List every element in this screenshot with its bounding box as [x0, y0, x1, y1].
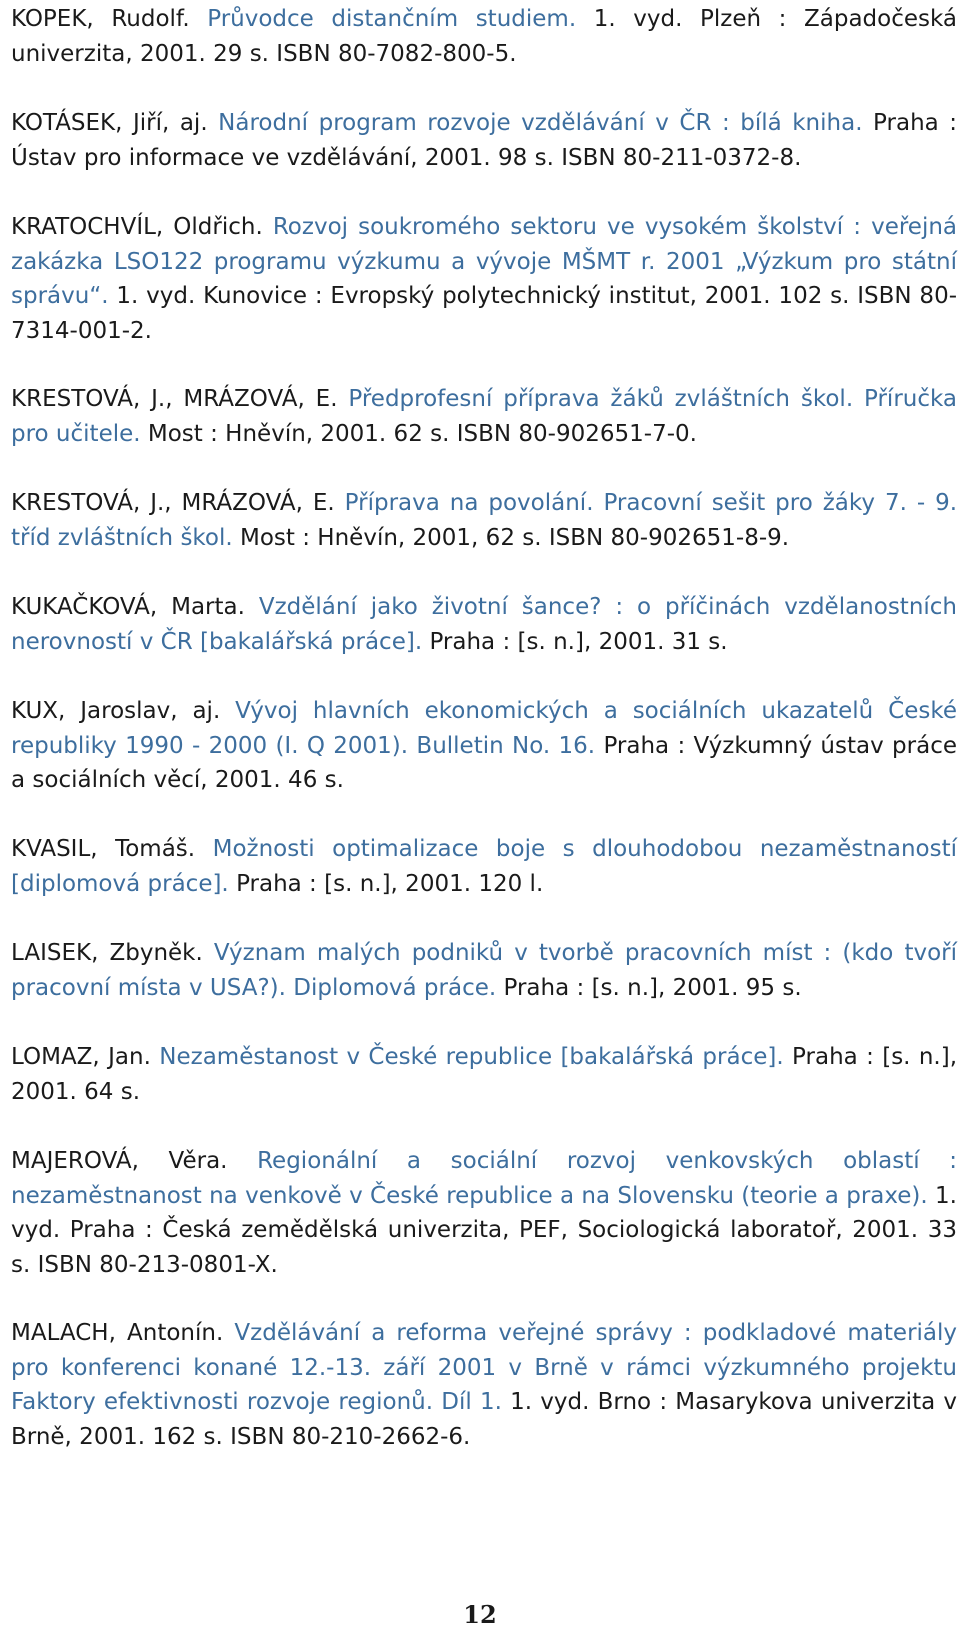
bibliography-entry — [11, 106, 957, 175]
bibliography-entry — [11, 2, 957, 71]
entry-title: Vzdělávání a reforma veřejné správy : podkladové materiály pro konferenci konané 12.-13. září 2001 v Brně v rámci výzkumného projektu Faktory efektivnosti rozvoje regionů. Díl 1. — [11, 1320, 958, 1415]
entry-author: KRESTOVÁ, J., MRÁZOVÁ, E. — [11, 386, 338, 412]
entry-publication: 1. vyd. Brno : Masarykova univerzita v Brně, 2001. 162 s. ISBN 80-210-2662-6. — [11, 1389, 958, 1450]
entry-publication: Praha : [s. n.], 2001. 64 s. — [11, 1044, 958, 1105]
entry-publication: 1. vyd. Kunovice : Evropský polytechnický institut, 2001. 102 s. ISBN 80-7314-001-2. — [11, 283, 957, 344]
entry-title: Nezaměstanost v České republice [bakalářská práce]. — [159, 1044, 784, 1070]
entry-title: Předprofesní příprava žáků zvláštních škol. Příručka pro učitele. — [11, 386, 958, 447]
entry-publication: Most : Hněvín, 2001, 62 s. ISBN 80-902651-8-9. — [240, 524, 790, 551]
entry-publication: 1. vyd. Praha : Česká zemědělská univerzita, PEF, Sociologická laboratoř, 2001. 33 s. ISBN 80-213-0801-X. — [11, 1182, 957, 1278]
entry-title: Význam malých podniků v tvorbě pracovních míst : (kdo tvoří pracovní místa v USA?). Diplomová práce. — [11, 940, 957, 1001]
entry-author: LAISEK, Zbyněk. — [11, 940, 203, 966]
entry-author: KOTÁSEK, Jiří, aj. — [11, 110, 208, 136]
entry-publication: Praha : [s. n.], 2001. 120 l. — [236, 870, 544, 897]
entry-author: MALACH, Antonín. — [11, 1320, 224, 1346]
entry-author: KRATOCHVÍL, Oldřich. — [11, 214, 263, 240]
bibliography-entry — [11, 936, 957, 1005]
entry-publication: Praha : [s. n.], 2001. 31 s. — [429, 628, 728, 655]
entry-title: Národní program rozvoje vzdělávání v ČR : bílá kniha. — [218, 110, 863, 136]
bibliography-entry — [11, 1316, 957, 1454]
entry-title: Regionální a sociální rozvoj venkovských oblastí : nezaměstnanost na venkově v České republice a na Slovensku (teorie a praxe). — [11, 1148, 958, 1209]
bibliography-entry — [11, 210, 957, 348]
entry-title: Rozvoj soukromého sektoru ve vysokém školství : veřejná zakázka LSO122 programu výzkumu a vývoje MŠMT r. 2001 „Výzkum pro státní správu“. — [11, 214, 958, 309]
entry-author: KRESTOVÁ, J., MRÁZOVÁ, E. — [11, 490, 335, 516]
bibliography-entry — [11, 590, 957, 659]
bibliography-entry — [11, 1144, 957, 1282]
bibliography-entry — [11, 1040, 957, 1109]
entry-author: KVASIL, Tomáš. — [11, 836, 196, 862]
entry-publication: Praha : [s. n.], 2001. 95 s. — [503, 974, 802, 1001]
page-number: 12 — [463, 1600, 497, 1629]
entry-title: Příprava na povolání. Pracovní sešit pro žáky 7. - 9. tříd zvláštních škol. — [11, 490, 958, 551]
entry-author: KUX, Jaroslav, aj. — [11, 698, 221, 724]
entry-author: LOMAZ, Jan. — [11, 1044, 151, 1070]
entry-author: MAJEROVÁ, Věra. — [11, 1148, 228, 1174]
entry-publication: 1. vyd. Plzeň : Západočeská univerzita, 2001. 29 s. ISBN 80-7082-800-5. — [11, 6, 958, 67]
entry-author: KOPEK, Rudolf. — [11, 6, 190, 32]
entry-title: Vzdělání jako životní šance? : o příčinách vzdělanostních nerovností v ČR [bakalářská práce]. — [11, 594, 958, 655]
entry-title: Možnosti optimalizace boje s dlouhodobou nezaměstnaností [diplomová práce]. — [11, 836, 957, 897]
bibliography-entry — [11, 382, 957, 451]
bibliography-entry — [11, 832, 957, 901]
bibliography-entry — [11, 694, 957, 798]
entry-publication: Praha : Ústav pro informace ve vzdělávání, 2001. 98 s. ISBN 80-211-0372-8. — [11, 110, 958, 171]
entry-title: Průvodce distančním studiem. — [207, 6, 577, 32]
entry-author: KUKAČKOVÁ, Marta. — [11, 594, 245, 620]
entry-title: Vývoj hlavních ekonomických a sociálních ukazatelů České republiky 1990 - 2000 (I. Q 2001). Bulletin No. 16. — [11, 698, 957, 759]
entry-publication: Most : Hněvín, 2001. 62 s. ISBN 80-902651-7-0. — [147, 420, 697, 447]
entry-publication: Praha : Výzkumný ústav práce a sociálních věcí, 2001. 46 s. — [11, 732, 957, 793]
bibliography-entry — [11, 486, 957, 555]
